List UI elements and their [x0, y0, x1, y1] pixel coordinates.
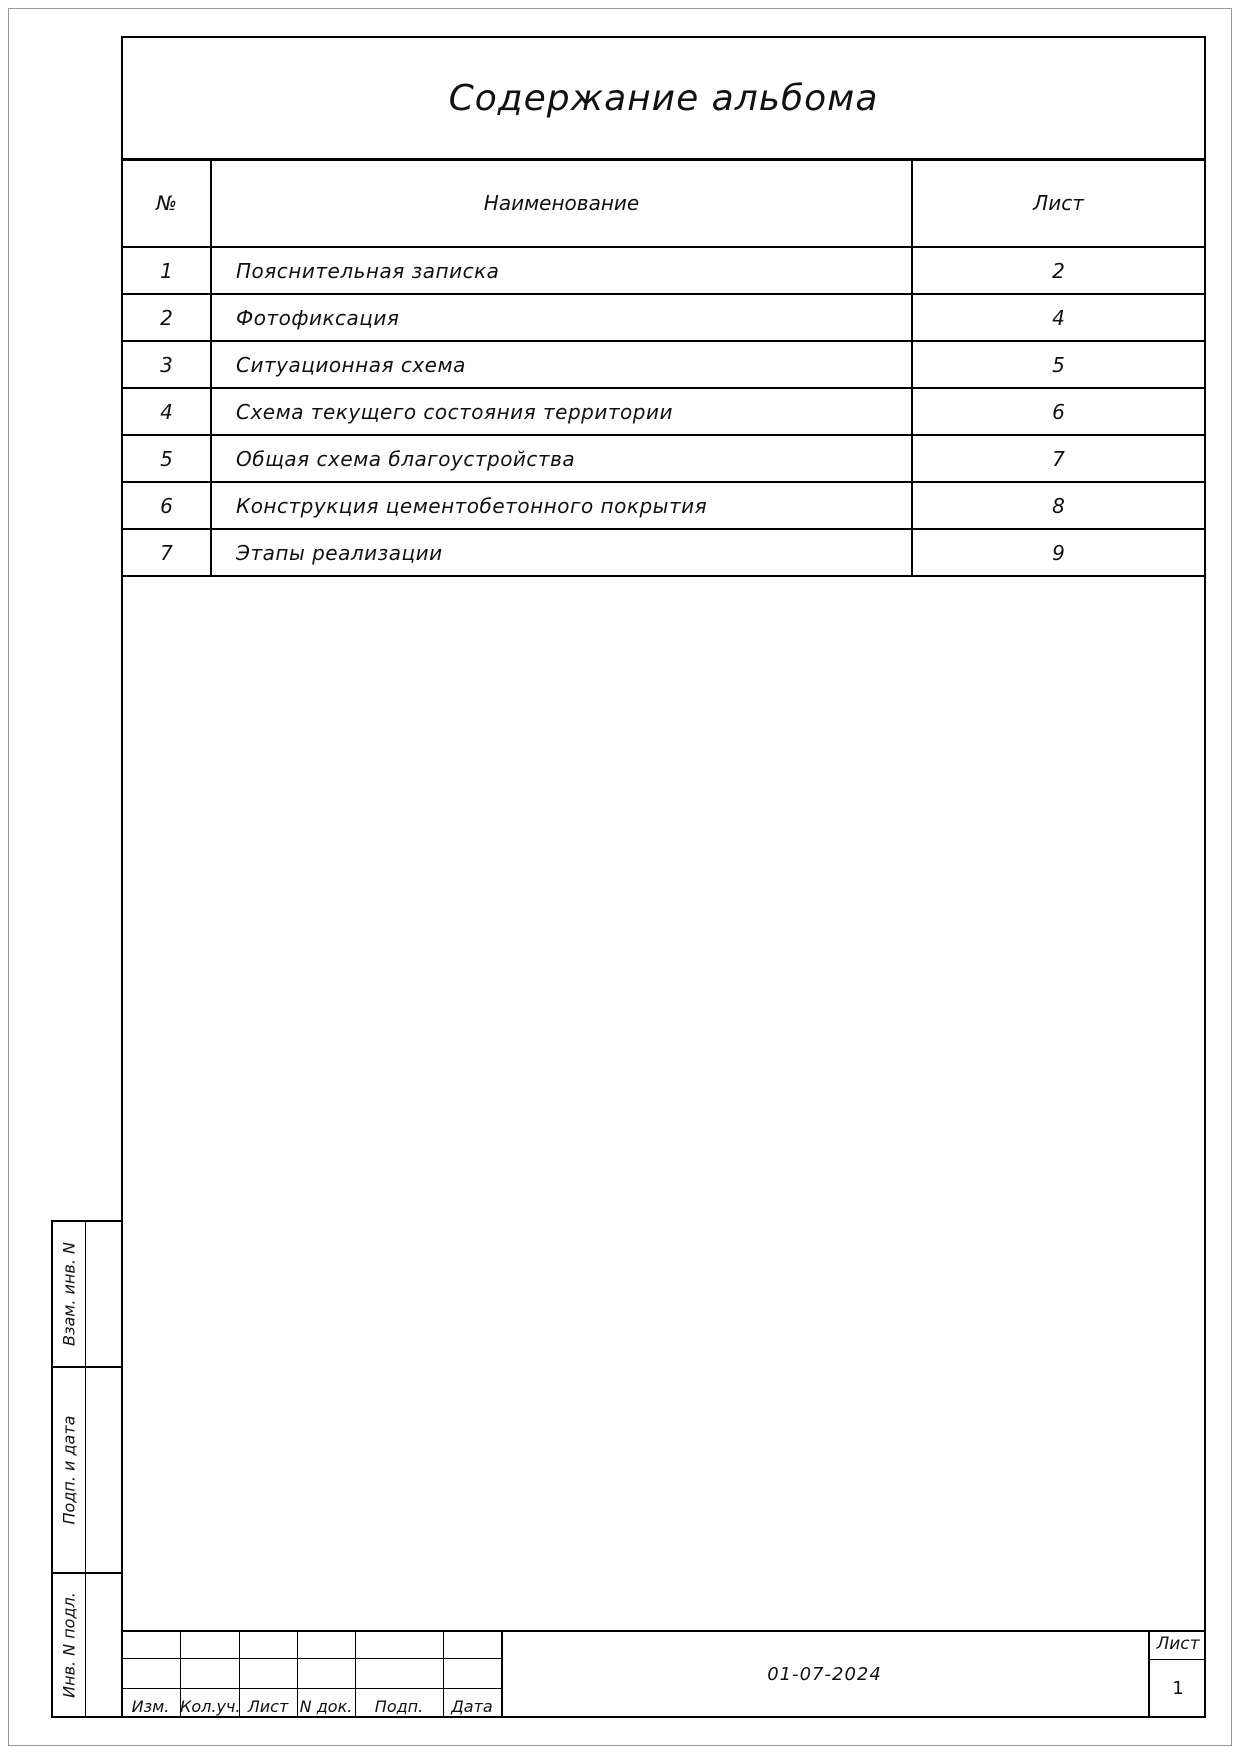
side-box-vzam [51, 1220, 121, 1368]
table-row [122, 482, 1205, 529]
row-sheet: 5 [912, 341, 1205, 388]
table-row [122, 341, 1205, 388]
table-row [122, 529, 1205, 576]
sheet-label: Лист [1150, 1630, 1206, 1660]
table-row [122, 294, 1205, 341]
row-sheet: 9 [912, 529, 1205, 576]
contents-table [121, 158, 1206, 577]
stamp-col-koluch: Кол.уч. [180, 1697, 241, 1716]
row-sheet: 6 [912, 388, 1205, 435]
stamp-col-data: Дата [451, 1697, 493, 1716]
table-header-row [122, 159, 1205, 247]
stamp-col-izm: Изм. [131, 1697, 170, 1716]
row-name: Этапы реализации [211, 529, 912, 576]
row-name: Схема текущего состояния территории [211, 388, 912, 435]
table-row [122, 435, 1205, 482]
row-sheet: 7 [912, 435, 1205, 482]
side-label-podp: Подп. и дата [59, 1415, 79, 1525]
stamp-col-list: Лист [247, 1697, 289, 1716]
row-num: 2 [122, 294, 211, 341]
sheet-number: 1 [1172, 1678, 1184, 1699]
header-name: Наименование [211, 159, 912, 247]
sheet-box [1148, 1630, 1206, 1718]
row-name: Конструкция цементобетонного покрытия [211, 482, 912, 529]
row-name: Ситуационная схема [211, 341, 912, 388]
side-label-vzam: Взам. инв. N [59, 1242, 79, 1346]
table-row [122, 247, 1205, 294]
side-label-inv: Инв. N подл. [59, 1592, 79, 1698]
row-num: 7 [122, 529, 211, 576]
row-num: 6 [122, 482, 211, 529]
row-sheet: 4 [912, 294, 1205, 341]
drawing-frame [121, 36, 1206, 1718]
title-block [123, 38, 1204, 161]
row-num: 3 [122, 341, 211, 388]
row-num: 4 [122, 388, 211, 435]
row-num: 1 [122, 247, 211, 294]
side-box-podp [51, 1366, 121, 1574]
document-code: 01-07-2024 [767, 1663, 882, 1685]
page-title: Содержание альбома [448, 78, 879, 119]
row-num: 5 [122, 435, 211, 482]
row-sheet: 8 [912, 482, 1205, 529]
row-sheet: 2 [912, 247, 1205, 294]
row-name: Фотофиксация [211, 294, 912, 341]
stamp-col-podp: Подп. [374, 1697, 424, 1716]
table-row [122, 388, 1205, 435]
side-box-inv [51, 1572, 121, 1718]
row-name: Общая схема благоустройства [211, 435, 912, 482]
header-num: № [122, 159, 211, 247]
header-sheet: Лист [912, 159, 1205, 247]
stamp-col-ndok: N док. [299, 1697, 353, 1716]
title-stamp [121, 1630, 1206, 1718]
row-name: Пояснительная записка [211, 247, 912, 294]
